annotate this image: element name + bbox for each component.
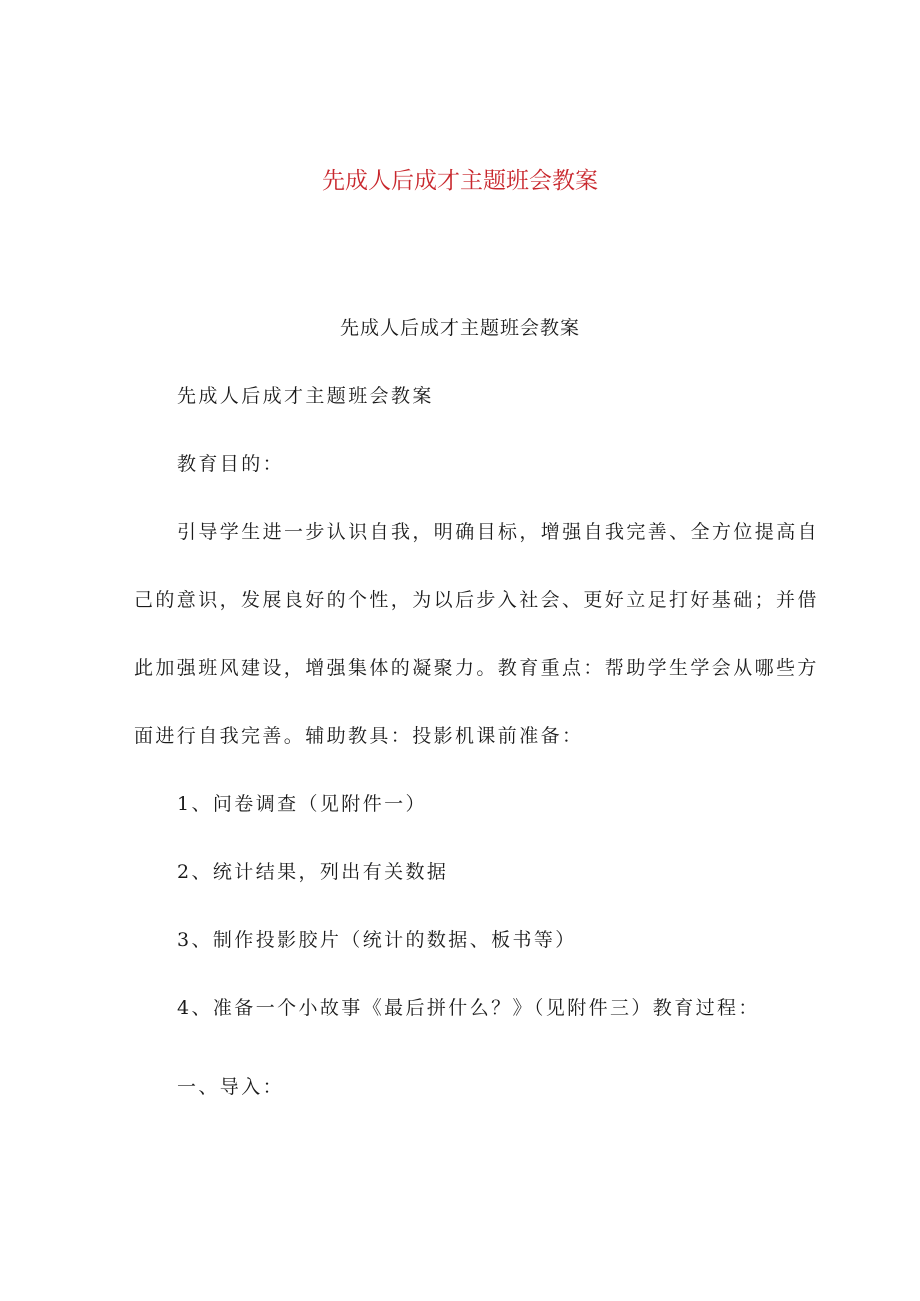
list-item: 3、制作投影胶片（统计的数据、板书等） [177, 929, 577, 951]
section-heading: 一、导入： [177, 1076, 285, 1098]
document-subtitle: 先成人后成才主题班会教案 [339, 317, 580, 339]
paragraph-line: 引导学生进一步认识自我，明确目标，增强自我完善、全方位提高自 [177, 521, 820, 543]
document-title: 先成人后成才主题班会教案 [322, 168, 598, 194]
list-item: 4、准备一个小故事《最后拼什么？》（见附件三）教育过程： [177, 997, 760, 1019]
list-item: 1、问卷调查（见附件一） [177, 793, 427, 815]
paragraph-line: 此加强班风建设，增强集体的凝聚力。教育重点：帮助学生学会从哪些方 [134, 657, 819, 679]
paragraph-line: 己的意识，发展良好的个性，为以后步入社会、更好立足打好基础；并借 [134, 589, 819, 611]
paragraph-line: 面进行自我完善。辅助教具：投影机课前准备： [134, 725, 584, 747]
purpose-label: 教育目的： [177, 453, 285, 475]
list-item: 2、统计结果，列出有关数据 [177, 861, 449, 883]
heading-repeat: 先成人后成才主题班会教案 [177, 385, 434, 407]
